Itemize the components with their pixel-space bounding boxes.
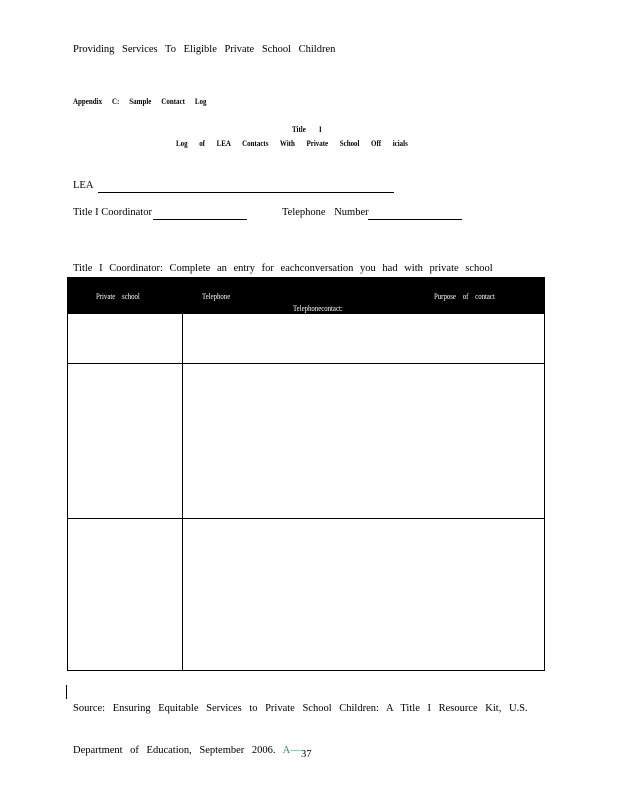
page-number: 37	[301, 749, 312, 760]
telephone-field[interactable]	[368, 219, 462, 220]
table-row-3-details-cell[interactable]	[183, 519, 544, 670]
coordinator-label: Title I Coordinator	[73, 207, 152, 218]
column-private-school: Private school	[96, 292, 140, 301]
instructions-line1: Title I Coordinator: Complete an entry for eachconversation you had with private school	[73, 263, 493, 274]
lea-label: LEA	[73, 180, 94, 191]
table-row-2-school-cell[interactable]	[68, 364, 182, 518]
source-line1: Source: Ensuring Equitable Services to Private School Children: A Title I Resource Kit, U.S.	[73, 703, 528, 714]
coordinator-field[interactable]	[153, 219, 247, 220]
source-link[interactable]: A—	[282, 745, 301, 756]
appendix-heading: Appendix C: Sample Contact Log	[73, 96, 207, 106]
column-telephone: Telephone	[202, 292, 231, 301]
column-telephone-contact-line2: date/time/name	[299, 331, 342, 340]
telephone-label: Telephone Number	[282, 207, 369, 218]
table-row-1-details-cell[interactable]	[183, 314, 544, 363]
log-title-line1: Title I	[292, 124, 322, 134]
contact-log-table	[67, 277, 545, 671]
table-row-2-details-cell[interactable]	[183, 364, 544, 518]
running-header: Providing Services To Eligible Private School Children	[73, 44, 336, 55]
column-telephone-contact-line1: Telephonecontact:	[293, 304, 343, 313]
table-header	[68, 278, 544, 340]
table-row-1-school-cell[interactable]	[68, 314, 182, 363]
log-title-line2: Log of LEA Contacts With Private School Off icials	[176, 138, 408, 148]
lea-field[interactable]	[98, 192, 394, 193]
column-purpose: Purpose of contact	[434, 292, 495, 301]
revision-margin-bar	[66, 685, 67, 699]
table-row-3-school-cell[interactable]	[68, 519, 182, 670]
source-line2-text: Department of Education, September 2006.	[73, 745, 276, 756]
